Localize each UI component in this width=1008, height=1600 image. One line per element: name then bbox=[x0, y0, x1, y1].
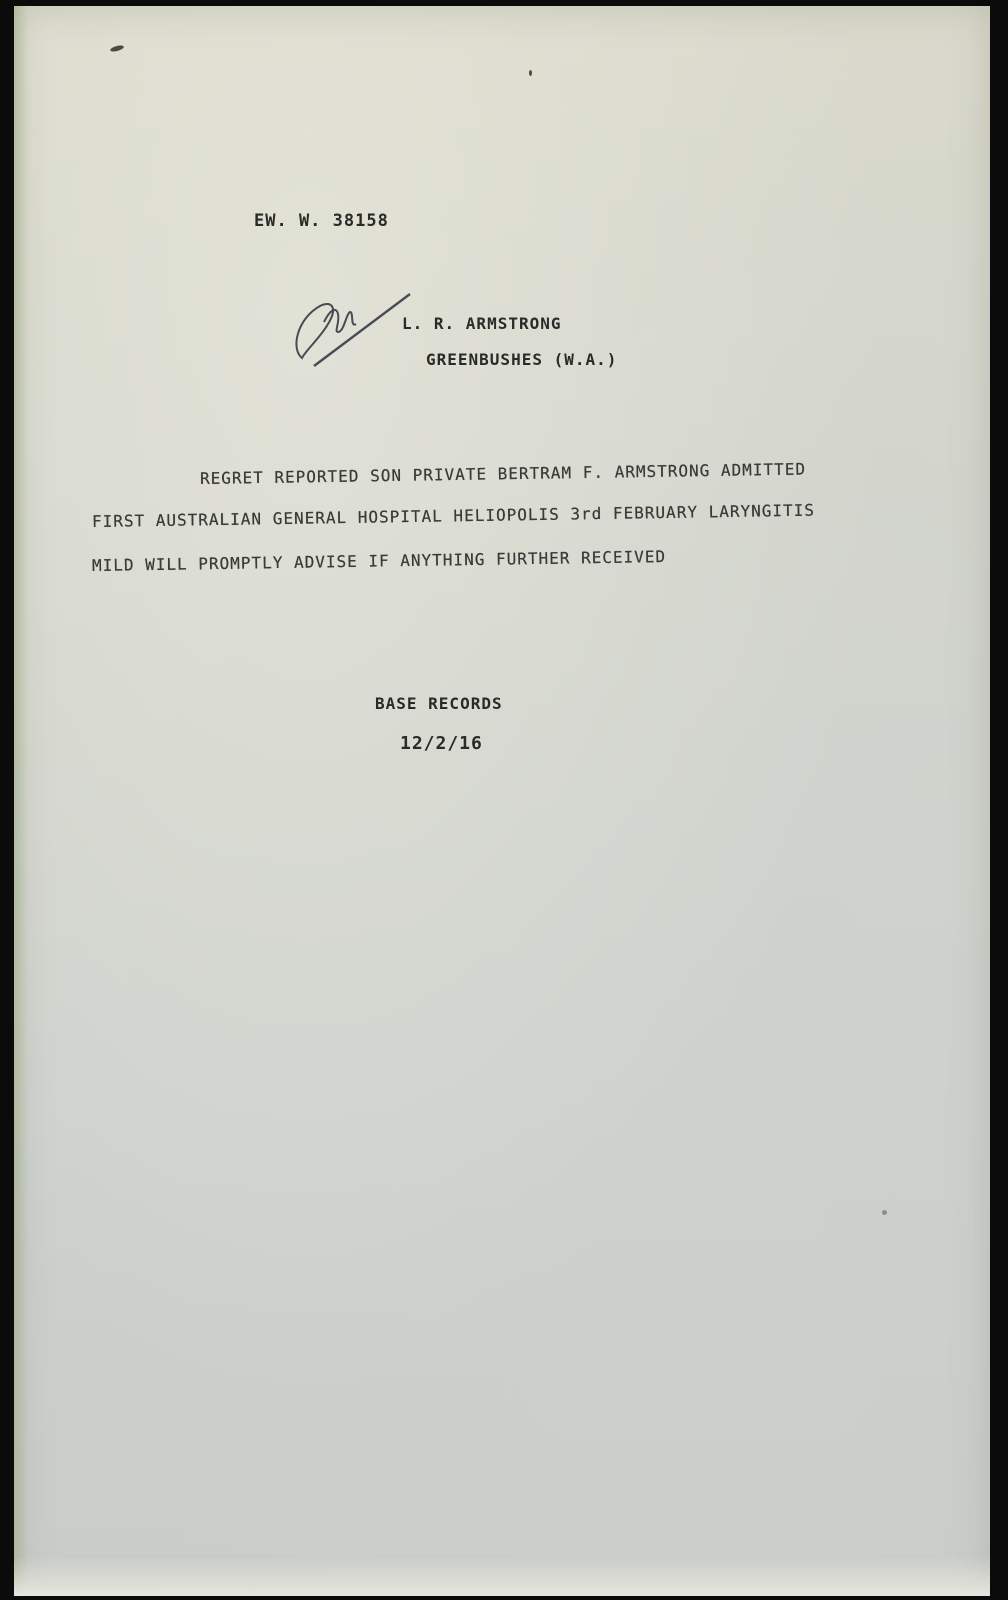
telegram-page bbox=[14, 6, 990, 1596]
message-date: 12/2/16 bbox=[400, 733, 483, 754]
paper-speck bbox=[529, 70, 532, 76]
message-line: MILD WILL PROMPTLY ADVISE IF ANYTHING FURTHER RECEIVED bbox=[91, 546, 667, 575]
sender: BASE RECORDS bbox=[375, 694, 503, 713]
message-line: REGRET REPORTED SON PRIVATE BERTRAM F. ARMSTRONG ADMITTED bbox=[199, 459, 807, 488]
paper-speck bbox=[110, 44, 125, 52]
page-left-edge bbox=[14, 6, 28, 1596]
page-bottom-edge bbox=[14, 1556, 990, 1596]
addressee-place: GREENBUSHES (W.A.) bbox=[426, 350, 618, 369]
message-line: FIRST AUSTRALIAN GENERAL HOSPITAL HELIOPOLIS 3rd FEBRUARY LARYNGITIS bbox=[91, 500, 816, 531]
addressee-name: L. R. ARMSTRONG bbox=[402, 314, 562, 333]
reference-number: EW. W. 38158 bbox=[254, 211, 389, 231]
handwritten-initials bbox=[284, 288, 414, 370]
paper-speck bbox=[882, 1210, 887, 1215]
